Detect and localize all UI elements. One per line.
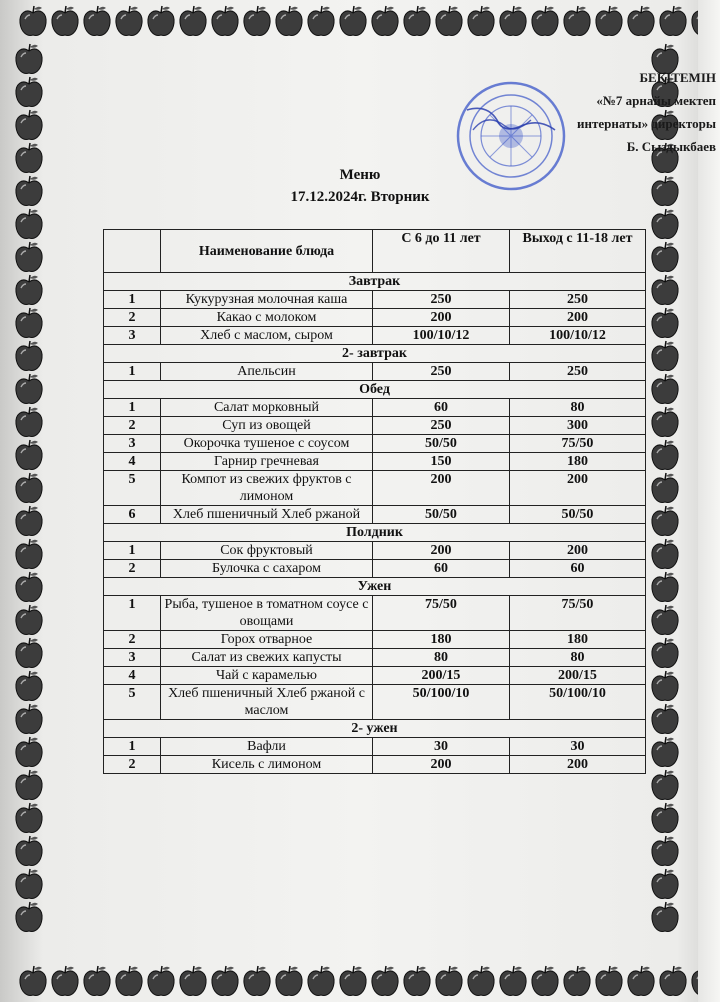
table-row <box>104 453 646 471</box>
dish-name: Окорочка тушеное с соусом <box>161 435 373 453</box>
apple-icon <box>498 4 528 38</box>
portion-11-18: 60 <box>510 560 646 578</box>
portion-6-11: 250 <box>373 417 510 435</box>
apple-icon <box>338 964 368 998</box>
table-row <box>104 363 646 381</box>
portion-11-18: 50/50 <box>510 506 646 524</box>
apple-icon <box>242 4 272 38</box>
dish-name: Рыба, тушеное в томатном соусе с овощами <box>161 596 373 631</box>
apple-icon <box>650 339 680 373</box>
row-number: 1 <box>104 596 161 631</box>
section-row <box>104 381 646 399</box>
apple-icon <box>14 603 44 637</box>
row-number: 6 <box>104 506 161 524</box>
portion-6-11: 100/10/12 <box>373 327 510 345</box>
section-row <box>104 345 646 363</box>
apple-icon <box>14 306 44 340</box>
portion-6-11: 150 <box>373 453 510 471</box>
table-row <box>104 327 646 345</box>
apple-icon <box>114 964 144 998</box>
apple-icon <box>650 702 680 736</box>
dish-name: Гарнир гречневая <box>161 453 373 471</box>
apple-icon <box>14 801 44 835</box>
apple-icon <box>14 702 44 736</box>
approval-block <box>577 66 716 158</box>
dish-name: Хлеб с маслом, сыром <box>161 327 373 345</box>
apple-icon <box>402 4 432 38</box>
apple-icon <box>650 537 680 571</box>
apple-icon <box>14 372 44 406</box>
apple-icon <box>14 438 44 472</box>
apple-icon <box>178 4 208 38</box>
dish-name: Суп из овощей <box>161 417 373 435</box>
dish-name: Салат морковный <box>161 399 373 417</box>
row-number: 5 <box>104 685 161 720</box>
table-row <box>104 542 646 560</box>
apple-icon <box>18 964 48 998</box>
portion-11-18: 50/100/10 <box>510 685 646 720</box>
apple-icon <box>178 964 208 998</box>
portion-6-11: 180 <box>373 631 510 649</box>
portion-6-11: 60 <box>373 560 510 578</box>
apple-icon <box>14 75 44 109</box>
portion-6-11: 200 <box>373 471 510 506</box>
row-number: 3 <box>104 649 161 667</box>
row-number: 3 <box>104 435 161 453</box>
apple-icon <box>650 768 680 802</box>
apple-icon <box>650 603 680 637</box>
apple-icon <box>114 4 144 38</box>
apple-icon <box>14 240 44 274</box>
apple-icon <box>650 306 680 340</box>
apple-icon <box>14 405 44 439</box>
menu-table <box>103 229 646 774</box>
portion-11-18: 250 <box>510 291 646 309</box>
apple-icon <box>50 964 80 998</box>
apple-icon <box>650 240 680 274</box>
apple-icon <box>306 4 336 38</box>
portion-11-18: 80 <box>510 399 646 417</box>
table-row <box>104 291 646 309</box>
apple-icon <box>594 964 624 998</box>
apple-icon <box>650 207 680 241</box>
apple-icon <box>370 964 400 998</box>
apple-icon <box>306 964 336 998</box>
section-row <box>104 578 646 596</box>
table-row <box>104 435 646 453</box>
dish-name: Компот из свежих фруктов с лимоном <box>161 471 373 506</box>
apple-icon <box>650 834 680 868</box>
portion-6-11: 250 <box>373 363 510 381</box>
page-title: Меню <box>339 167 381 183</box>
dish-name: Апельсин <box>161 363 373 381</box>
table-row <box>104 471 646 506</box>
apple-icon <box>370 4 400 38</box>
dish-name: Горох отварное <box>161 631 373 649</box>
portion-6-11: 200 <box>373 309 510 327</box>
table-row <box>104 309 646 327</box>
apple-icon <box>50 4 80 38</box>
dish-name: Хлеб пшеничный Хлеб ржаной <box>161 506 373 524</box>
apple-icon <box>14 669 44 703</box>
apple-icon <box>658 964 688 998</box>
apple-icon <box>626 4 656 38</box>
apple-icon <box>650 900 680 934</box>
row-number: 5 <box>104 471 161 506</box>
row-number: 1 <box>104 738 161 756</box>
apple-icon <box>14 537 44 571</box>
row-number: 1 <box>104 542 161 560</box>
section-title: Обед <box>104 381 646 399</box>
apple-icon <box>466 964 496 998</box>
table-row <box>104 399 646 417</box>
portion-11-18: 30 <box>510 738 646 756</box>
section-title: Полдник <box>104 524 646 542</box>
apple-icon <box>626 964 656 998</box>
portion-11-18: 75/50 <box>510 435 646 453</box>
apple-icon <box>14 570 44 604</box>
apple-icon <box>650 801 680 835</box>
apple-icon <box>210 4 240 38</box>
row-number: 4 <box>104 453 161 471</box>
apple-icon <box>14 42 44 76</box>
section-title: 2- завтрак <box>104 345 646 363</box>
dish-name: Сок фруктовый <box>161 542 373 560</box>
apple-icon <box>530 4 560 38</box>
portion-11-18: 180 <box>510 453 646 471</box>
apple-icon <box>82 4 112 38</box>
portion-11-18: 200/15 <box>510 667 646 685</box>
apple-icon <box>242 964 272 998</box>
section-title: Ужен <box>104 578 646 596</box>
apple-icon <box>650 669 680 703</box>
dish-name: Салат из свежих капусты <box>161 649 373 667</box>
table-row <box>104 685 646 720</box>
table-row <box>104 417 646 435</box>
apple-icon <box>650 372 680 406</box>
apple-icon <box>650 570 680 604</box>
apple-icon <box>14 735 44 769</box>
apple-icon <box>14 471 44 505</box>
table-row <box>104 756 646 774</box>
approval-signer: Б. Сыздыкбаев <box>626 139 716 154</box>
section-row <box>104 524 646 542</box>
table-row <box>104 560 646 578</box>
dish-name: Булочка с сахаром <box>161 560 373 578</box>
section-row <box>104 720 646 738</box>
dish-name: Вафли <box>161 738 373 756</box>
portion-6-11: 80 <box>373 649 510 667</box>
apple-icon <box>650 438 680 472</box>
apple-icon <box>14 834 44 868</box>
dish-name: Чай с карамелью <box>161 667 373 685</box>
apple-icon <box>466 4 496 38</box>
apple-icon <box>14 207 44 241</box>
section-title: 2- ужен <box>104 720 646 738</box>
portion-11-18: 250 <box>510 363 646 381</box>
apple-icon <box>650 471 680 505</box>
header-dish-name: Наименование блюда <box>161 230 373 273</box>
apple-icon <box>650 636 680 670</box>
dish-name: Какао с молоком <box>161 309 373 327</box>
row-number: 2 <box>104 631 161 649</box>
portion-6-11: 50/50 <box>373 435 510 453</box>
apple-icon <box>650 504 680 538</box>
apple-icon <box>14 768 44 802</box>
apple-icon <box>562 4 592 38</box>
portion-6-11: 60 <box>373 399 510 417</box>
dish-name: Кисель с лимоном <box>161 756 373 774</box>
apple-icon <box>14 273 44 307</box>
apple-icon <box>434 964 464 998</box>
apple-icon <box>14 867 44 901</box>
apple-icon <box>498 964 528 998</box>
apple-icon <box>650 273 680 307</box>
apple-icon <box>14 636 44 670</box>
section-title: Завтрак <box>104 273 646 291</box>
apple-icon <box>146 964 176 998</box>
portion-6-11: 75/50 <box>373 596 510 631</box>
apple-icon <box>210 964 240 998</box>
apple-icon <box>82 964 112 998</box>
dish-name: Кукурузная молочная каша <box>161 291 373 309</box>
table-header-row <box>104 230 646 273</box>
apple-icon <box>338 4 368 38</box>
apple-icon <box>274 4 304 38</box>
portion-11-18: 75/50 <box>510 596 646 631</box>
apple-icon <box>146 4 176 38</box>
header-age-11-18: Выход с 11-18 лет <box>510 230 646 273</box>
apple-icon <box>650 867 680 901</box>
row-number: 2 <box>104 417 161 435</box>
portion-11-18: 200 <box>510 542 646 560</box>
header-age-6-11: С 6 до 11 лет <box>373 230 510 273</box>
row-number: 2 <box>104 560 161 578</box>
portion-11-18: 80 <box>510 649 646 667</box>
apple-icon <box>14 504 44 538</box>
row-number: 1 <box>104 363 161 381</box>
apple-icon <box>14 339 44 373</box>
table-row <box>104 506 646 524</box>
table-row <box>104 596 646 631</box>
dish-name: Хлеб пшеничный Хлеб ржаной с маслом <box>161 685 373 720</box>
apple-icon <box>530 964 560 998</box>
portion-6-11: 200 <box>373 756 510 774</box>
portion-6-11: 50/100/10 <box>373 685 510 720</box>
apple-icon <box>14 900 44 934</box>
table-row <box>104 667 646 685</box>
header-number <box>104 230 161 273</box>
approval-line-1: «№7 арнайы мектеп <box>596 93 716 108</box>
table-row <box>104 738 646 756</box>
apple-icon <box>274 964 304 998</box>
apple-icon <box>562 964 592 998</box>
portion-6-11: 30 <box>373 738 510 756</box>
portion-6-11: 200 <box>373 542 510 560</box>
table-row <box>104 649 646 667</box>
row-number: 4 <box>104 667 161 685</box>
menu-date: 17.12.2024г. Вторник <box>290 189 430 205</box>
row-number: 2 <box>104 309 161 327</box>
portion-11-18: 200 <box>510 471 646 506</box>
apple-icon <box>434 4 464 38</box>
approval-title: БЕКІТЕМІН <box>639 70 716 85</box>
portion-11-18: 200 <box>510 309 646 327</box>
table-row <box>104 631 646 649</box>
portion-11-18: 180 <box>510 631 646 649</box>
apple-icon <box>650 735 680 769</box>
portion-11-18: 100/10/12 <box>510 327 646 345</box>
portion-11-18: 300 <box>510 417 646 435</box>
portion-6-11: 50/50 <box>373 506 510 524</box>
row-number: 1 <box>104 291 161 309</box>
apple-icon <box>658 4 688 38</box>
portion-11-18: 200 <box>510 756 646 774</box>
section-row <box>104 273 646 291</box>
row-number: 1 <box>104 399 161 417</box>
apple-icon <box>594 4 624 38</box>
apple-icon <box>402 964 432 998</box>
portion-6-11: 200/15 <box>373 667 510 685</box>
apple-icon <box>650 405 680 439</box>
apple-icon <box>14 108 44 142</box>
apple-icon <box>18 4 48 38</box>
row-number: 3 <box>104 327 161 345</box>
portion-6-11: 250 <box>373 291 510 309</box>
approval-line-2: интернаты» директоры <box>577 116 716 131</box>
row-number: 2 <box>104 756 161 774</box>
